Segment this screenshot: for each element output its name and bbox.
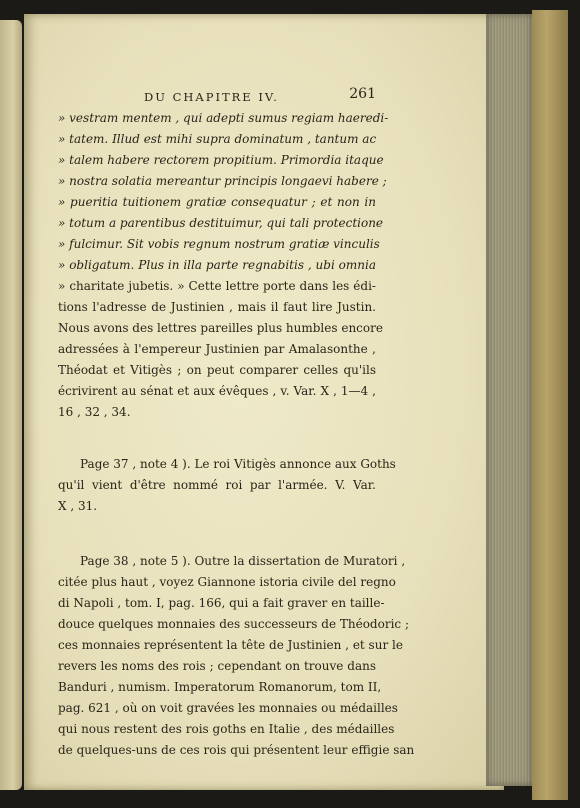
text-line: écrivirent au sénat et aux évêques , v. Var. X , 1—4 , bbox=[58, 384, 376, 398]
note-line: douce quelques monnaies des successeurs de Théodoric ; bbox=[58, 617, 409, 631]
text-line: Nous avons des lettres pareilles plus humbles encore bbox=[58, 321, 383, 335]
text-line: 16 , 32 , 34. bbox=[58, 405, 131, 419]
text-line: » fulcimur. Sit vobis regnum nostrum gratiæ vinculis bbox=[58, 237, 380, 251]
text-line: tions l'adresse de Justinien , mais il faut lire Justin. bbox=[58, 300, 376, 314]
text-line: » nostra solatia mereantur principis longaevi habere ; bbox=[58, 174, 387, 188]
text-line: » talem habere rectorem propitium. Primordia itaque bbox=[58, 153, 384, 167]
page-number: 261 bbox=[349, 86, 376, 102]
text-line: » vestram mentem , qui adepti sumus regiam haeredi- bbox=[58, 111, 389, 125]
note-line: citée plus haut , voyez Giannone istoria civile del regno bbox=[58, 575, 396, 589]
note-line: Banduri , numism. Imperatorum Romanorum, tom II, bbox=[58, 680, 382, 694]
text-line: » tatem. Illud est mihi supra dominatum , tantum ac bbox=[58, 132, 377, 146]
note-line: de quelques-uns de ces rois qui présentent leur effigie san bbox=[58, 743, 415, 757]
page-header bbox=[58, 86, 376, 108]
note-line: qu'il vient d'être nommé roi par l'armée. V. Var. bbox=[58, 478, 376, 492]
text-line: adressées à l'empereur Justinien par Amalasonthe , bbox=[58, 342, 376, 356]
book-cover-board bbox=[532, 10, 568, 800]
text-line: Théodat et Vitigès ; on peut comparer celles qu'ils bbox=[58, 363, 376, 377]
text-line: » pueritia tuitionem gratiæ consequatur ; et non in bbox=[58, 195, 376, 209]
note-line: di Napoli , tom. I, pag. 166, qui a fait graver en taille- bbox=[58, 596, 385, 610]
text-line: » totum a parentibus destituimur, qui tali protectione bbox=[58, 216, 384, 230]
note-line: pag. 621 , où on voit gravées les monnaies ou médailles bbox=[58, 701, 398, 715]
note-line: qui nous restent des rois goths en Italie , des médailles bbox=[58, 722, 395, 736]
running-title: DU CHAPITRE IV. bbox=[144, 90, 279, 104]
left-page-edge bbox=[0, 20, 22, 790]
note-line: X , 31. bbox=[58, 499, 98, 513]
note-line: revers les noms des rois ; cependant on trouve dans bbox=[58, 659, 376, 673]
page-block-edge bbox=[486, 14, 532, 786]
note-line: ces monnaies représentent la tête de Justinien , et sur le bbox=[58, 638, 403, 652]
page-text bbox=[58, 86, 415, 761]
text-line: » obligatum. Plus in illa parte regnabitis , ubi omnia bbox=[58, 258, 376, 272]
note-line: Page 38 , note 5 ). Outre la dissertation de Muratori , bbox=[80, 554, 406, 568]
paragraph-gap bbox=[58, 517, 376, 551]
text-line: » charitate jubetis. » Cette lettre porte dans les édi- bbox=[58, 279, 376, 293]
paragraph-gap bbox=[58, 423, 376, 454]
note-line: Page 37 , note 4 ). Le roi Vitigès annonce aux Goths bbox=[80, 457, 396, 471]
